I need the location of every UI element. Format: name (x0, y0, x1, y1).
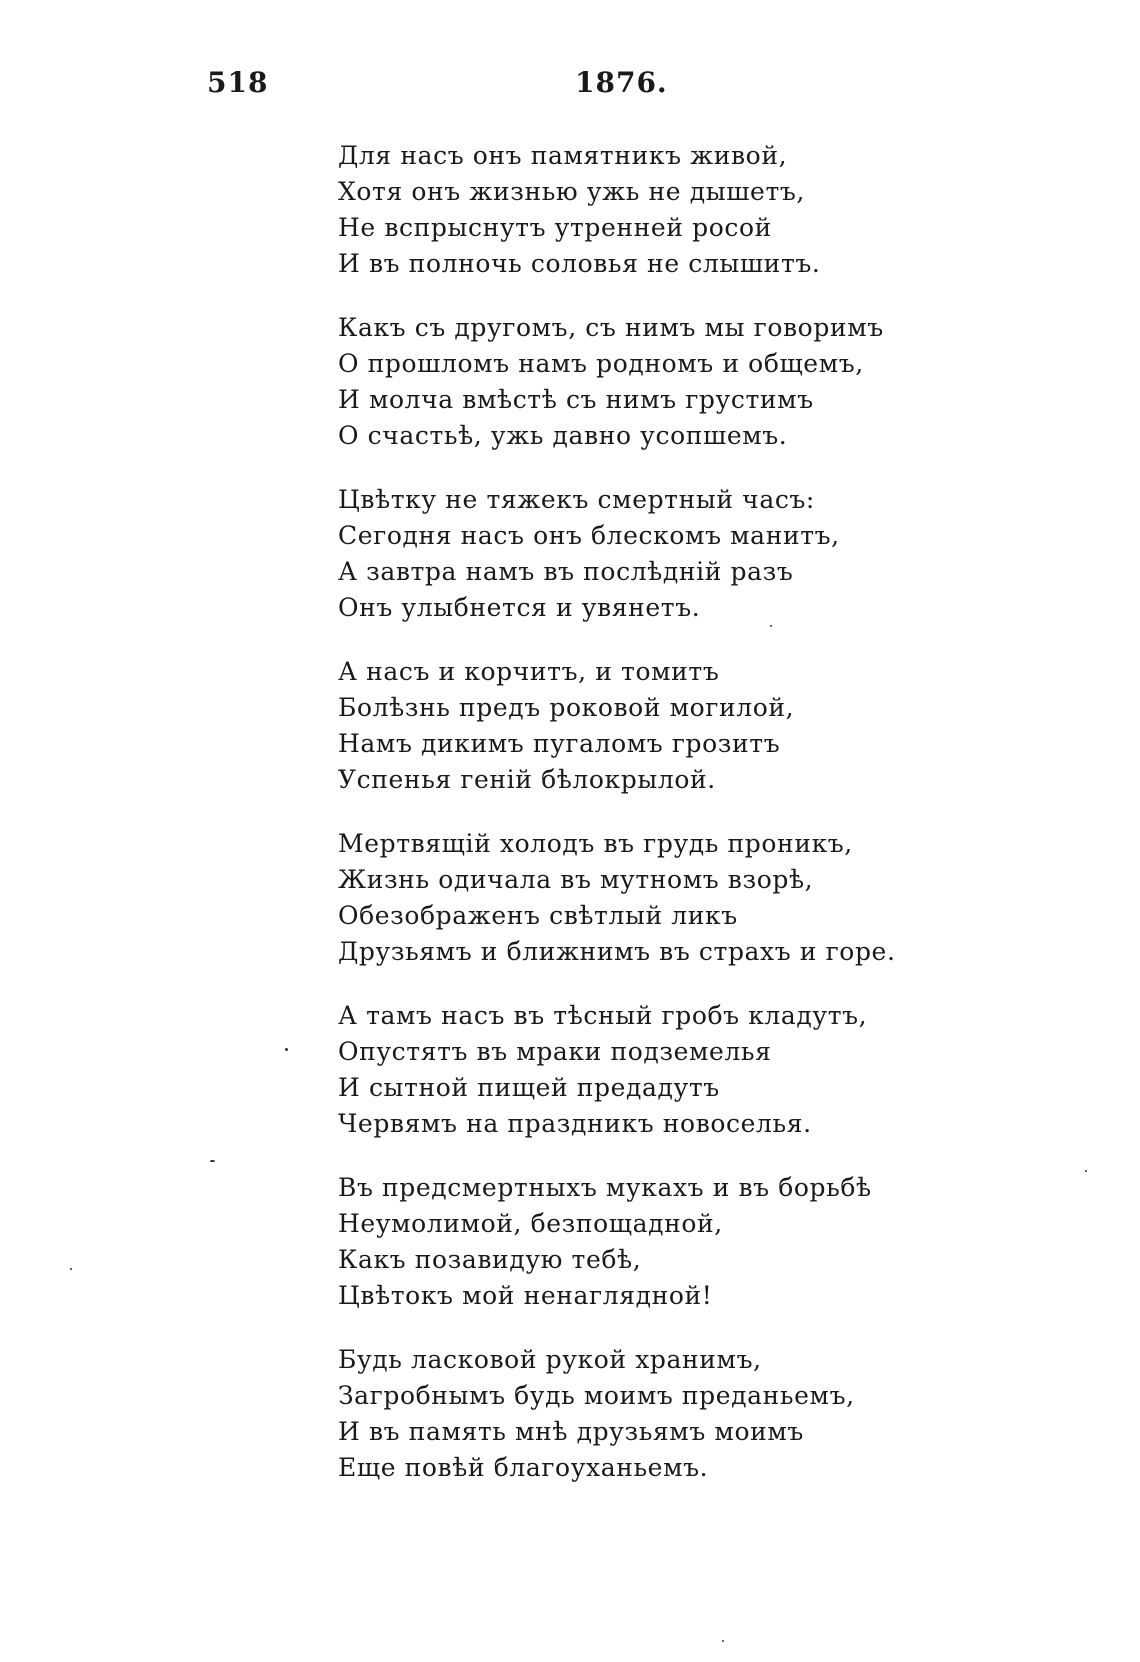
verse-line: И въ память мнѣ друзьямъ моимъ (338, 1417, 804, 1446)
verse-line: А насъ и корчитъ, и томитъ (338, 657, 720, 686)
verse-line: И сытной пищей предадутъ (338, 1073, 720, 1102)
verse-line: А завтра намъ въ послѣдній разъ (338, 557, 794, 586)
poem-body (338, 138, 1118, 1514)
verse-line: О прошломъ намъ родномъ и общемъ, (338, 349, 864, 378)
verse-line: Для насъ онъ памятникъ живой, (338, 141, 788, 170)
verse-line: Мертвящій холодъ въ грудь проникъ, (338, 829, 853, 858)
verse-line: Какъ съ другомъ, съ нимъ мы говоримъ (338, 313, 884, 342)
verse-line: Опустятъ въ мраки подземелья (338, 1037, 772, 1066)
verse-line: Загробнымъ будь моимъ преданьемъ, (338, 1381, 855, 1410)
stanza (338, 482, 1118, 626)
stanza (338, 1170, 1118, 1314)
verse-line: Въ предсмертныхъ мукахъ и въ борьбѣ (338, 1173, 872, 1202)
verse-line: А тамъ насъ въ тѣсный гробъ кладутъ, (338, 1001, 868, 1030)
stanza (338, 826, 1118, 970)
verse-line: Друзьямъ и ближнимъ въ страхъ и горе. (338, 937, 896, 966)
page-year-heading: 1876. (575, 66, 668, 99)
scan-speck (285, 1048, 288, 1051)
verse-line: Червямъ на праздникъ новоселья. (338, 1109, 812, 1138)
verse-line: Не вспрыснутъ утренней росой (338, 213, 772, 242)
verse-line: Цвѣтку не тяжекъ смертный часъ: (338, 485, 815, 514)
verse-line: Обезображенъ свѣтлый ликъ (338, 901, 738, 930)
verse-line: Хотя онъ жизнью ужь не дышетъ, (338, 177, 805, 206)
verse-line: Будь ласковой рукой хранимъ, (338, 1345, 762, 1374)
verse-line: Онъ улыбнется и увянетъ. (338, 593, 701, 622)
verse-line: Успенья геній бѣлокрылой. (338, 765, 716, 794)
verse-line: Какъ позавидую тебѣ, (338, 1245, 642, 1274)
verse-line: И въ полночь соловья не слышитъ. (338, 249, 821, 278)
scan-speck (722, 1640, 724, 1642)
verse-line: И молча вмѣстѣ съ нимъ грустимъ (338, 385, 814, 414)
stanza (338, 654, 1118, 798)
verse-line: Сегодня насъ онъ блескомъ манитъ, (338, 521, 840, 550)
verse-line: Еще повѣй благоуханьемъ. (338, 1453, 709, 1482)
verse-line: Болѣзнь предъ роковой могилой, (338, 693, 795, 722)
scan-speck (1085, 1170, 1087, 1172)
verse-line: Неумолимой, безпощадной, (338, 1209, 723, 1238)
stanza (338, 998, 1118, 1142)
verse-line: Цвѣтокъ мой ненаглядной! (338, 1281, 713, 1310)
stanza (338, 1342, 1118, 1486)
verse-line: О счастьѣ, ужь давно усопшемъ. (338, 421, 788, 450)
stanza (338, 310, 1118, 454)
page-number: 518 (207, 66, 269, 99)
scan-speck (770, 625, 772, 627)
scan-speck (210, 1160, 215, 1162)
verse-line: Намъ дикимъ пугаломъ грозитъ (338, 729, 781, 758)
stanza (338, 138, 1118, 282)
verse-line: Жизнь одичала въ мутномъ взорѣ, (338, 865, 814, 894)
scan-speck (70, 1268, 72, 1270)
